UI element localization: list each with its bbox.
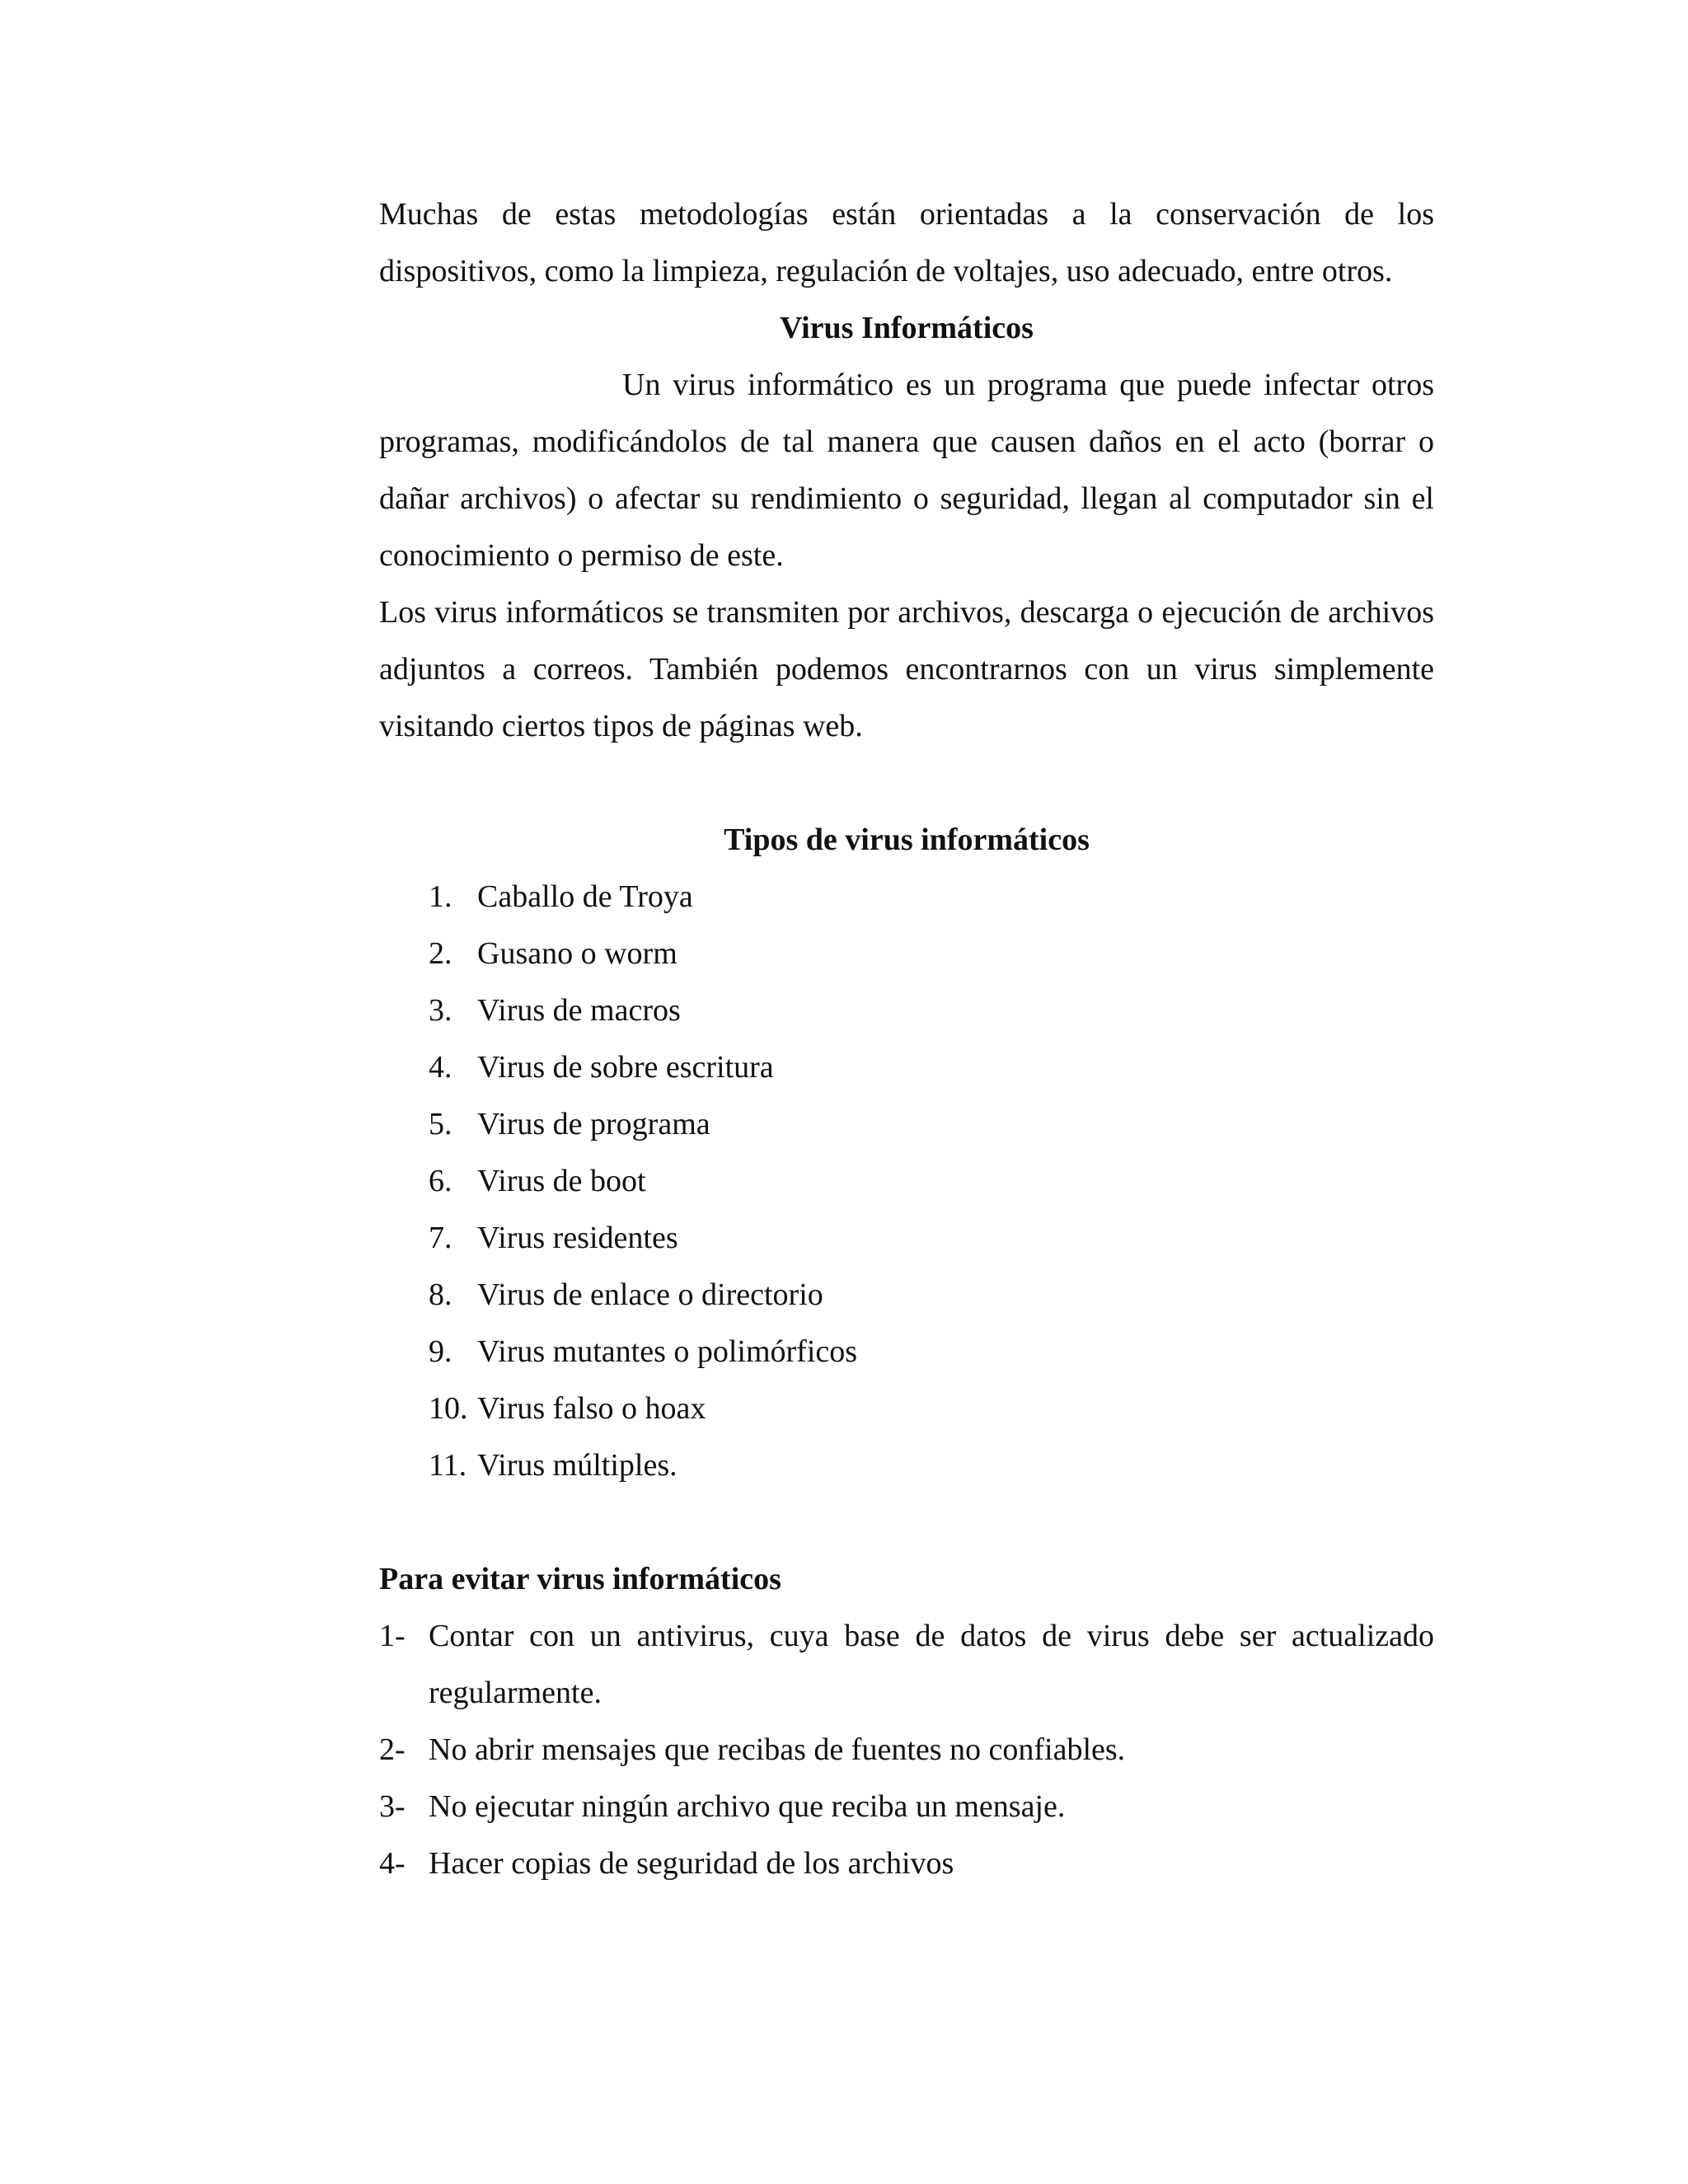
prevention-heading: Para evitar virus informáticos (379, 1562, 781, 1596)
list-item-text: Virus de boot (477, 1164, 646, 1198)
list-item (379, 1722, 1434, 1779)
list-item-text: Virus falso o hoax (477, 1391, 706, 1426)
list-item-text: Virus de macros (477, 993, 681, 1028)
list-item-text: No abrir mensajes que recibas de fuentes no confiables. (429, 1732, 1126, 1767)
intro-paragraph: Muchas de estas metodologías están orientadas a la conservación de los dispositivos, como la limpieza, regulación de voltajes, uso adecuado, entre otros. (379, 197, 1434, 288)
list-item-number: 7. (429, 1221, 452, 1255)
list-item (379, 926, 1434, 982)
list-item-number: 5. (429, 1107, 452, 1141)
list-item (379, 1210, 1434, 1267)
list-item (379, 1779, 1434, 1835)
list-item (379, 1324, 1434, 1380)
list-item-text: Virus de sobre escritura (477, 1050, 774, 1085)
list-item-number: 6. (429, 1164, 452, 1198)
list-item-number: 3- (379, 1789, 406, 1824)
virus-heading: Virus Informáticos (780, 311, 1034, 345)
list-item-number: 9. (429, 1334, 452, 1369)
prevention-list (379, 1608, 1434, 1892)
list-item (379, 982, 1434, 1039)
transmission-paragraph: Los virus informáticos se transmiten por archivos, descarga o ejecución de archivos adjuntos a correos. También podemos encontrarnos con un virus simplemente visitando ciertos tipos de páginas web. (379, 595, 1434, 743)
list-item-text: Virus de enlace o directorio (477, 1277, 823, 1312)
list-item (379, 1835, 1434, 1892)
list-item-number: 8. (429, 1277, 452, 1312)
list-item-text: Caballo de Troya (477, 879, 693, 914)
list-item (379, 869, 1434, 926)
list-item-text: Virus de programa (477, 1107, 710, 1141)
list-item (379, 1380, 1434, 1437)
list-item-number: 2. (429, 936, 452, 971)
document-page (379, 186, 1434, 1892)
list-item-number: 1- (379, 1619, 406, 1653)
types-list (379, 869, 1434, 1494)
spacer (379, 755, 1434, 812)
list-item (379, 1608, 1434, 1722)
list-item-text: Virus residentes (477, 1221, 678, 1255)
list-item (379, 1096, 1434, 1153)
list-item-text: Hacer copias de seguridad de los archivos (429, 1846, 954, 1881)
list-item-text: Virus mutantes o polimórficos (477, 1334, 858, 1369)
list-item (379, 1153, 1434, 1210)
list-item-text: Contar con un antivirus, cuya base de datos de virus debe ser actualizado regularmente. (429, 1619, 1434, 1710)
types-heading: Tipos de virus informáticos (724, 823, 1090, 857)
list-item-text: Virus múltiples. (477, 1448, 678, 1483)
list-item-number: 11. (429, 1448, 467, 1483)
list-item-number: 3. (429, 993, 452, 1028)
list-item-number: 10. (429, 1391, 468, 1426)
virus-definition-paragraph: Un virus informático es un programa que puede infectar otros programas, modificándolos de tal manera que causen daños en el acto (borrar o dañar archivos) o afectar su rendimiento o seguridad, llegan al computador sin el conocimiento o permiso de este. (379, 368, 1434, 573)
list-item-number: 2- (379, 1732, 406, 1767)
list-item-text: No ejecutar ningún archivo que reciba un mensaje. (429, 1789, 1066, 1824)
list-item-number: 1. (429, 879, 452, 914)
spacer (379, 1494, 1434, 1551)
list-item (379, 1437, 1434, 1494)
list-item (379, 1039, 1434, 1096)
list-item-number: 4- (379, 1846, 406, 1881)
list-item (379, 1267, 1434, 1324)
list-item-text: Gusano o worm (477, 936, 678, 971)
list-item-number: 4. (429, 1050, 452, 1085)
